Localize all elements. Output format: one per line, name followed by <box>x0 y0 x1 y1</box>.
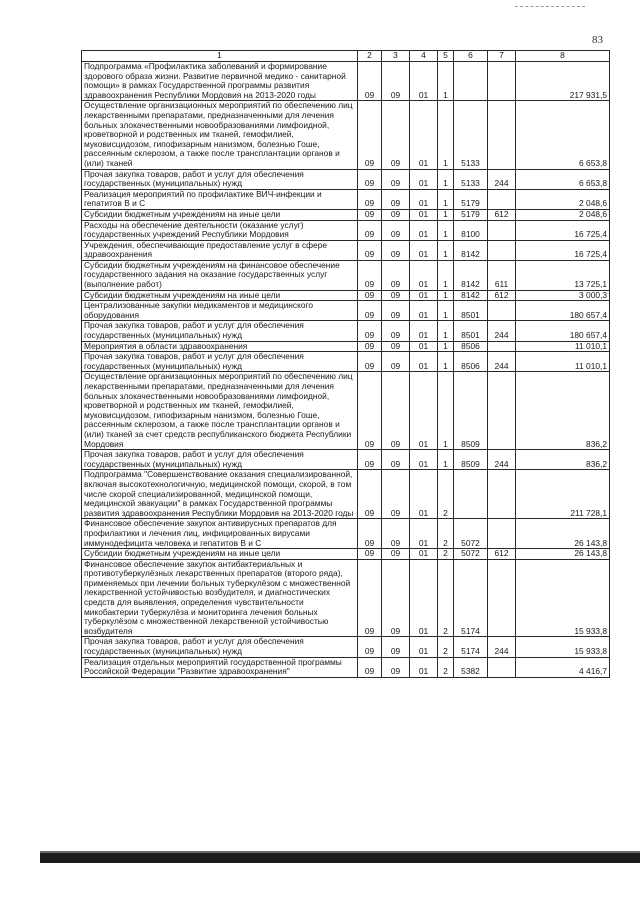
code-cell <box>488 240 516 260</box>
amount-cell: 11 010,1 <box>516 341 610 352</box>
code-cell: 1 <box>438 220 454 240</box>
table-row <box>82 450 610 470</box>
amount-cell: 180 657,4 <box>516 321 610 341</box>
row-name-cell: Субсидии бюджетным учреждениям на иные цели <box>82 290 358 301</box>
code-cell: 09 <box>382 240 410 260</box>
row-name-cell: Реализация мероприятий по профилактике ВИЧ-инфекции и гепатитов В и С <box>82 189 358 209</box>
amount-cell: 15 933,8 <box>516 559 610 637</box>
code-cell: 09 <box>382 519 410 549</box>
code-cell: 09 <box>358 372 382 450</box>
column-header: 3 <box>382 51 410 62</box>
table-row <box>82 260 610 290</box>
table-row <box>82 519 610 549</box>
code-cell: 09 <box>358 220 382 240</box>
code-cell: 01 <box>410 101 438 169</box>
table-row <box>82 352 610 372</box>
table-row <box>82 220 610 240</box>
code-cell: 8506 <box>454 352 488 372</box>
row-name-cell: Финансовое обеспечение закупок антивирусных препаратов для профилактики и лечения лиц, инфицированных вирусами иммунодефицита человека и гепатитов В и С <box>82 519 358 549</box>
code-cell: 01 <box>410 657 438 677</box>
code-cell: 09 <box>382 290 410 301</box>
code-cell <box>488 189 516 209</box>
code-cell <box>488 470 516 519</box>
code-cell: 8501 <box>454 321 488 341</box>
amount-cell: 836,2 <box>516 450 610 470</box>
code-cell: 09 <box>358 559 382 637</box>
code-cell: 01 <box>410 470 438 519</box>
amount-cell: 15 933,8 <box>516 637 610 657</box>
table-row <box>82 290 610 301</box>
code-cell: 09 <box>382 301 410 321</box>
code-cell: 09 <box>382 352 410 372</box>
code-cell: 1 <box>438 209 454 220</box>
code-cell: 1 <box>438 301 454 321</box>
amount-cell: 2 048,6 <box>516 189 610 209</box>
amount-cell: 217 931,5 <box>516 62 610 101</box>
code-cell: 09 <box>382 260 410 290</box>
code-cell <box>488 657 516 677</box>
code-cell: 01 <box>410 637 438 657</box>
amount-cell: 3 000,3 <box>516 290 610 301</box>
code-cell: 1 <box>438 240 454 260</box>
code-cell: 244 <box>488 169 516 189</box>
code-cell: 1 <box>438 101 454 169</box>
table-row <box>82 62 610 101</box>
code-cell: 5179 <box>454 209 488 220</box>
scan-marks <box>515 6 585 10</box>
budget-table <box>81 50 610 678</box>
code-cell: 09 <box>382 637 410 657</box>
code-cell: 2 <box>438 637 454 657</box>
amount-cell: 4 416,7 <box>516 657 610 677</box>
code-cell: 09 <box>382 209 410 220</box>
row-name-cell: Мероприятия в области здравоохранения <box>82 341 358 352</box>
table-row <box>82 101 610 169</box>
code-cell: 09 <box>358 519 382 549</box>
code-cell: 244 <box>488 352 516 372</box>
code-cell: 244 <box>488 450 516 470</box>
table-row <box>82 169 610 189</box>
scan-edge-bar <box>40 853 640 863</box>
code-cell: 1 <box>438 169 454 189</box>
code-cell: 01 <box>410 240 438 260</box>
row-name-cell: Реализация отдельных мероприятий государственной программы Российской Федерации "Развитие здравоохранения" <box>82 657 358 677</box>
code-cell: 8509 <box>454 450 488 470</box>
code-cell: 8100 <box>454 220 488 240</box>
table-row <box>82 189 610 209</box>
code-cell <box>454 62 488 101</box>
amount-cell: 211 728,1 <box>516 470 610 519</box>
code-cell: 01 <box>410 220 438 240</box>
code-cell: 09 <box>358 450 382 470</box>
code-cell: 01 <box>410 559 438 637</box>
row-name-cell: Субсидии бюджетным учреждениям на финансовое обеспечение государственного задания на оказание государственных услуг (выполнение работ) <box>82 260 358 290</box>
code-cell: 09 <box>358 169 382 189</box>
code-cell: 612 <box>488 209 516 220</box>
code-cell: 5174 <box>454 559 488 637</box>
code-cell: 01 <box>410 352 438 372</box>
table-row <box>82 301 610 321</box>
code-cell: 8509 <box>454 372 488 450</box>
code-cell: 1 <box>438 321 454 341</box>
code-cell: 09 <box>358 549 382 560</box>
code-cell: 5133 <box>454 169 488 189</box>
amount-cell: 16 725,4 <box>516 220 610 240</box>
row-name-cell: Субсидии бюджетным учреждениям на иные цели <box>82 549 358 560</box>
code-cell: 612 <box>488 290 516 301</box>
table-body <box>82 62 610 678</box>
code-cell: 244 <box>488 321 516 341</box>
row-name-cell: Прочая закупка товаров, работ и услуг для обеспечения государственных (муниципальных) нужд <box>82 637 358 657</box>
column-header: 1 <box>82 51 358 62</box>
code-cell: 1 <box>438 450 454 470</box>
code-cell: 01 <box>410 209 438 220</box>
row-name-cell: Осуществление организационных мероприятий по обеспечению лиц лекарственными препаратами, предназначенными для лечения больных злокачественными новообразованиями лимфоидной, кроветворной и родственных им тканей, гемофилией, муковисцидозом, гипофизарным нанизмом, болезнью Гоше, рассеянным склерозом, а также после трансплантации органов и (или) тканей <box>82 101 358 169</box>
code-cell: 09 <box>358 321 382 341</box>
code-cell: 8142 <box>454 260 488 290</box>
row-name-cell: Учреждения, обеспечивающие предоставление услуг в сфере здравоохранения <box>82 240 358 260</box>
row-name-cell: Прочая закупка товаров, работ и услуг для обеспечения государственных (муниципальных) нужд <box>82 352 358 372</box>
column-header: 8 <box>516 51 610 62</box>
amount-cell: 11 010,1 <box>516 352 610 372</box>
code-cell: 1 <box>438 372 454 450</box>
code-cell: 09 <box>358 189 382 209</box>
code-cell: 09 <box>382 101 410 169</box>
table-row <box>82 240 610 260</box>
code-cell: 09 <box>358 301 382 321</box>
code-cell: 09 <box>358 209 382 220</box>
code-cell: 5072 <box>454 519 488 549</box>
row-name-cell: Прочая закупка товаров, работ и услуг для обеспечения государственных (муниципальных) нужд <box>82 450 358 470</box>
header-row <box>82 51 610 62</box>
code-cell: 5133 <box>454 101 488 169</box>
code-cell: 2 <box>438 657 454 677</box>
code-cell: 244 <box>488 637 516 657</box>
table-row <box>82 549 610 560</box>
code-cell <box>454 470 488 519</box>
code-cell <box>488 341 516 352</box>
code-cell: 01 <box>410 169 438 189</box>
code-cell: 5072 <box>454 549 488 560</box>
code-cell: 2 <box>438 549 454 560</box>
code-cell: 01 <box>410 290 438 301</box>
code-cell: 09 <box>358 260 382 290</box>
column-header: 7 <box>488 51 516 62</box>
table-row <box>82 372 610 450</box>
code-cell: 01 <box>410 260 438 290</box>
amount-cell: 6 653,8 <box>516 101 610 169</box>
code-cell: 01 <box>410 372 438 450</box>
code-cell <box>488 372 516 450</box>
row-name-cell: Прочая закупка товаров, работ и услуг для обеспечения государственных (муниципальных) нужд <box>82 169 358 189</box>
code-cell: 01 <box>410 301 438 321</box>
amount-cell: 2 048,6 <box>516 209 610 220</box>
code-cell: 1 <box>438 189 454 209</box>
code-cell <box>488 301 516 321</box>
code-cell: 09 <box>382 559 410 637</box>
table-row <box>82 559 610 637</box>
code-cell: 01 <box>410 519 438 549</box>
code-cell: 2 <box>438 470 454 519</box>
table-row <box>82 341 610 352</box>
amount-cell: 836,2 <box>516 372 610 450</box>
code-cell: 5174 <box>454 637 488 657</box>
table-row <box>82 321 610 341</box>
code-cell: 09 <box>358 637 382 657</box>
code-cell: 09 <box>382 169 410 189</box>
code-cell: 09 <box>358 470 382 519</box>
code-cell: 09 <box>358 657 382 677</box>
code-cell: 8506 <box>454 341 488 352</box>
code-cell: 01 <box>410 450 438 470</box>
code-cell: 01 <box>410 189 438 209</box>
code-cell: 09 <box>382 372 410 450</box>
code-cell: 09 <box>382 220 410 240</box>
code-cell: 09 <box>382 470 410 519</box>
amount-cell: 13 725,1 <box>516 260 610 290</box>
code-cell <box>488 559 516 637</box>
amount-cell: 6 653,8 <box>516 169 610 189</box>
code-cell: 09 <box>382 549 410 560</box>
code-cell <box>488 519 516 549</box>
column-header: 6 <box>454 51 488 62</box>
column-header: 2 <box>358 51 382 62</box>
code-cell <box>488 62 516 101</box>
column-header: 4 <box>410 51 438 62</box>
code-cell: 5179 <box>454 189 488 209</box>
code-cell: 611 <box>488 260 516 290</box>
code-cell: 09 <box>358 62 382 101</box>
code-cell: 01 <box>410 341 438 352</box>
page-number: 83 <box>592 34 603 46</box>
code-cell: 2 <box>438 559 454 637</box>
amount-cell: 26 143,8 <box>516 549 610 560</box>
code-cell: 612 <box>488 549 516 560</box>
column-header: 5 <box>438 51 454 62</box>
row-name-cell: Расходы на обеспечение деятельности (оказание услуг) государственных учреждений Республики Мордовия <box>82 220 358 240</box>
code-cell <box>488 220 516 240</box>
table-row <box>82 209 610 220</box>
code-cell: 8142 <box>454 290 488 301</box>
code-cell: 1 <box>438 290 454 301</box>
code-cell: 09 <box>382 341 410 352</box>
row-name-cell: Осуществление организационных мероприятий по обеспечению лиц лекарственными препаратами, предназначенными для лечения больных злокачественными новообразованиями лимфоидной, кроветворной и родственных им тканей, гемофилией, муковисцидозом, гипофизарным нанизмом, болезнью Гоше, рассеянным склерозом, а также после трансплантации органов и (или) тканей за счет средств республиканского бюджета Республики Мордовия <box>82 372 358 450</box>
code-cell: 1 <box>438 260 454 290</box>
code-cell: 01 <box>410 62 438 101</box>
code-cell: 01 <box>410 549 438 560</box>
row-name-cell: Централизованные закупки медикаментов и медицинского оборудования <box>82 301 358 321</box>
code-cell: 2 <box>438 519 454 549</box>
code-cell: 1 <box>438 352 454 372</box>
code-cell: 09 <box>382 657 410 677</box>
code-cell: 5382 <box>454 657 488 677</box>
row-name-cell: Подпрограмма "Совершенствование оказания специализированной, включая высокотехнологичную, медицинской помощи, скорой, в том числе скорой специализированной, медицинской помощи, медицинской эвакуации" в рамках Государственной программы развития здравоохранения Республики Мордовия на 2013-2020 годы <box>82 470 358 519</box>
code-cell: 09 <box>358 290 382 301</box>
code-cell: 09 <box>358 101 382 169</box>
code-cell: 8501 <box>454 301 488 321</box>
amount-cell: 180 657,4 <box>516 301 610 321</box>
code-cell <box>488 101 516 169</box>
code-cell: 1 <box>438 62 454 101</box>
code-cell: 09 <box>382 189 410 209</box>
code-cell: 09 <box>358 240 382 260</box>
amount-cell: 16 725,4 <box>516 240 610 260</box>
code-cell: 01 <box>410 321 438 341</box>
code-cell: 09 <box>382 450 410 470</box>
code-cell: 09 <box>382 321 410 341</box>
code-cell: 09 <box>358 352 382 372</box>
code-cell: 09 <box>358 341 382 352</box>
row-name-cell: Финансовое обеспечение закупок антибактериальных и противотуберкулёзных лекарственных препаратов (второго ряда), применяемых при лечении больных туберкулёзом с множественной лекарственной устойчивостью возбудителя, и диагностических средств для выявления, определения чувствительности микобактерии туберкулёза и мониторинга лечения больных туберкулёзом с множественной лекарственной устойчивостью возбудителя <box>82 559 358 637</box>
table-row <box>82 470 610 519</box>
code-cell: 09 <box>382 62 410 101</box>
code-cell: 8142 <box>454 240 488 260</box>
table-row <box>82 637 610 657</box>
amount-cell: 26 143,8 <box>516 519 610 549</box>
row-name-cell: Субсидии бюджетным учреждениям на иные цели <box>82 209 358 220</box>
row-name-cell: Подпрограмма «Профилактика заболеваний и формирование здорового образа жизни. Развитие первичной медико - санитарной помощи» в рамках Государственной программы развития здравоохранения Республики Мордовия на 2013-2020 годы <box>82 62 358 101</box>
table-row <box>82 657 610 677</box>
code-cell: 1 <box>438 341 454 352</box>
row-name-cell: Прочая закупка товаров, работ и услуг для обеспечения государственных (муниципальных) нужд <box>82 321 358 341</box>
